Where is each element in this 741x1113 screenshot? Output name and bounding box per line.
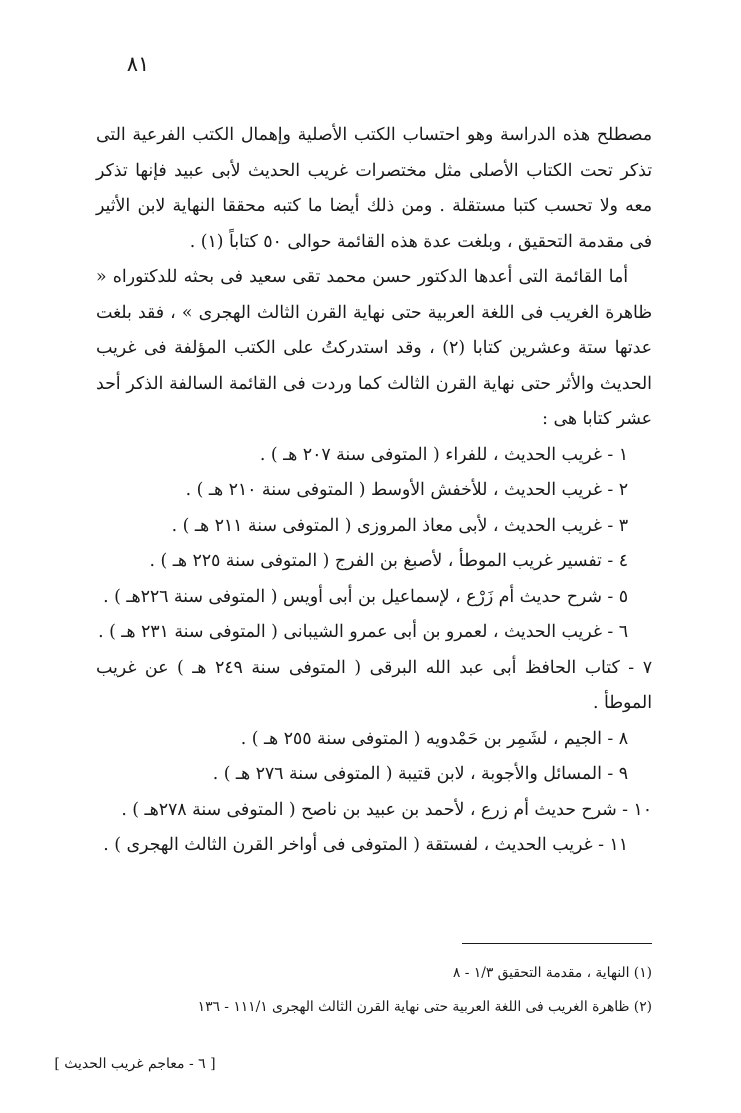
list-item: ٨ - الجيم ، لشَمِر بن حَمْدويه ( المتوفى سنة ٢٥٥ هـ ) . <box>240 728 628 749</box>
list-item: ١ - غريب الحديث ، للفراء ( المتوفى سنة ٢٠٧ هـ ) . <box>259 444 628 465</box>
footnote-1: (١) النهاية ، مقدمة التحقيق ١/٣ - ٨ <box>452 965 652 981</box>
paragraph-1: مصطلح هذه الدراسة وهو احتساب الكتب الأصلية وإهمال الكتب الفرعية التى تذكر تحت الكتاب الأصلى مثل مختصرات غريب الحديث لأبى عبيد فإنها تذكر معه ولا تحسب كتبا مستقلة . ومن ذلك أيضا ما كتبه محققا النهاية لابن الأثير فى مقدمة التحقيق ، وبلغت عدة هذه القائمة حوالى ٥٠ كتاباً (١) . <box>96 125 652 252</box>
list-item: ٩ - المسائل والأجوبة ، لابن قتيبة ( المتوفى سنة ٢٧٦ هـ ) . <box>212 764 628 784</box>
running-footer: [ ٦ - معاجم غريب الحديث ] <box>54 1056 216 1072</box>
footnotes <box>96 956 652 1024</box>
page-number: ٨١ <box>126 52 150 76</box>
list-item: ١٠ - شرح حديث أم زرع ، لأحمد بن عبيد بن ناصح ( المتوفى سنة ٢٧٨هـ ) . <box>121 799 652 820</box>
list-item: ٥ - شرح حديث أم زَرْع ، لإسماعيل بن أبى أويس ( المتوفى سنة ٢٢٦هـ ) . <box>103 586 628 607</box>
list-item: ٦ - غريب الحديث ، لعمرو بن أبى عمرو الشيبانى ( المتوفى سنة ٢٣١ هـ ) . <box>98 622 628 642</box>
footnote-divider <box>462 943 652 944</box>
list-item: ٢ - غريب الحديث ، للأخفش الأوسط ( المتوفى سنة ٢١٠ هـ ) . <box>185 480 628 500</box>
list-item: ٣ - غريب الحديث ، لأبى معاذ المروزى ( المتوفى سنة ٢١١ هـ ) . <box>171 515 628 536</box>
list-item: ٤ - تفسير غريب الموطأ ، لأصبغ بن الفرج ( المتوفى سنة ٢٢٥ هـ ) . <box>149 551 628 571</box>
list-item: ٧ - كتاب الحافظ أبى عبد الله البرقى ( المتوفى سنة ٢٤٩ هـ ) عن غريب الموطأ . <box>96 657 652 713</box>
paragraph-2: أما القائمة التى أعدها الدكتور حسن محمد تقى سعيد فى بحثه للدكتوراه « ظاهرة الغريب فى اللغة العربية حتى نهاية القرن الثالث الهجرى » ، فقد بلغت عدتها ستة وعشرين كتابا (٢) ، وقد استدركتُ على الكتب المؤلفة فى غريب الحديث والأثر حتى نهاية القرن الثالث كما وردت فى القائمة السالفة الذكر أحد عشر كتابا هى : <box>96 267 652 429</box>
footnote-2: (٢) ظاهرة الغريب فى اللغة العربية حتى نهاية القرن الثالث الهجرى ١١١/١ - ١٣٦ <box>197 999 652 1015</box>
list-item: ١١ - غريب الحديث ، لفستقة ( المتوفى فى أواخر القرن الثالث الهجرى ) . <box>103 835 628 855</box>
book-list <box>96 438 652 864</box>
body-text <box>96 118 652 864</box>
